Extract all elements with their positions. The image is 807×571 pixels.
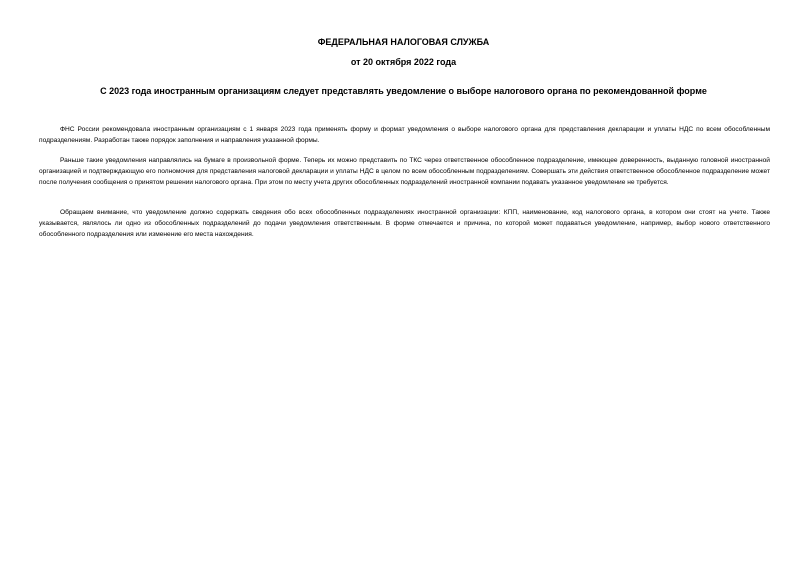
paragraph: Раньше такие уведомления направлялись на бумаге в произвольной форме. Теперь их можно представить по ТКС через ответственное обособленное подразделение, имеющее доверенность, выданную головной иностранной организацией и подтверждающую его полномочия для представления налоговой декларации и уплаты НДС в целом по всем обособленным подразделениям. Совершать эти действия ответственное обособленное подразделение может после получения сообщения о принятом решении налогового органа. При этом по месту учета других обособленных подразделений иностранной компании подавать указанное уведомление не требуется. [39,157,770,186]
agency-title: ФЕДЕРАЛЬНАЯ НАЛОГОВАЯ СЛУЖБА [317,37,490,47]
document-date: от 20 октября 2022 года [350,57,457,67]
paragraph: ФНС России рекомендовала иностранным организациям с 1 января 2023 года применять форму и формат уведомления о выборе налогового органа для представления декларации и уплаты НДС по всем обособленным подразделениям. Разработан также порядок заполнения и направления указанной формы. [39,126,770,144]
document-headline: С 2023 года иностранным организациям следует представлять уведомление о выборе налогового органа по рекомендованной форме [100,86,707,96]
paragraph: Обращаем внимание, что уведомление должно содержать сведения обо всех обособленных подразделениях иностранной организации: КПП, наименование, код налогового органа, в котором они стоят на учете. Также указывается, являлось ли одно из обособленных подразделений до подачи уведомления ответственным. В форме отмечается и причина, по которой может подаваться уведомление, например, выбор нового ответственного обособленного подразделения или изменение его места нахождения. [39,209,770,238]
